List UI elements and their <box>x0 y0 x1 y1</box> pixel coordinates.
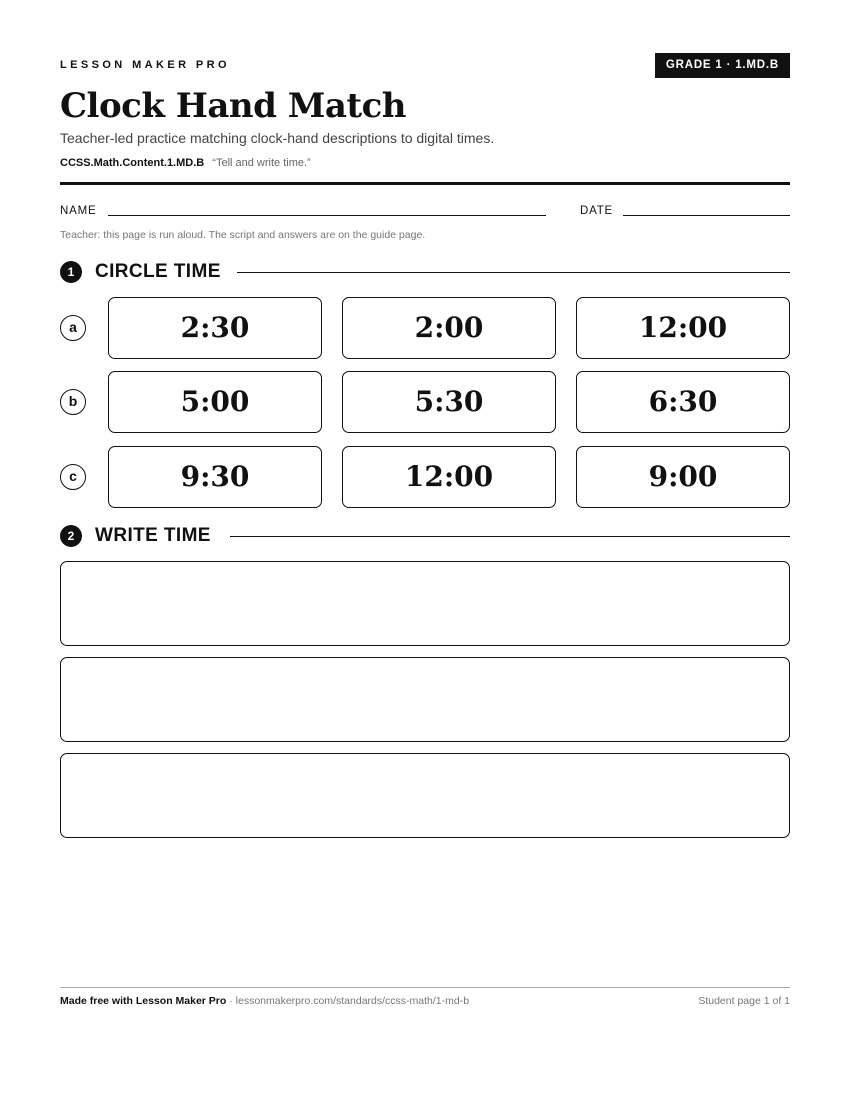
header-divider <box>60 182 790 185</box>
name-label: NAME <box>60 205 97 217</box>
standard-code: CCSS.Math.Content.1.MD.B <box>60 157 205 169</box>
standard-quote: “Tell and write time.” <box>212 157 311 169</box>
section-rule <box>230 536 790 537</box>
section-write-time-header <box>60 524 790 548</box>
section-title: WRITE TIME <box>95 525 211 546</box>
footer-credit <box>60 995 469 1007</box>
brand-name: LESSON MAKER PRO <box>60 59 230 71</box>
write-time-box-1[interactable] <box>60 561 790 646</box>
footer-divider <box>60 987 790 988</box>
section-number: 2 <box>60 525 82 547</box>
section-title: CIRCLE TIME <box>95 261 221 282</box>
write-time-box-2[interactable] <box>60 657 790 742</box>
grade-badge: GRADE 1 · 1.MD.B <box>655 53 790 78</box>
row-label: b <box>60 389 86 415</box>
circle-row-b <box>60 371 790 433</box>
teacher-note: Teacher: this page is run aloud. The script and answers are on the guide page. <box>60 229 426 241</box>
page-title: Clock Hand Match <box>60 86 407 126</box>
footer-url[interactable]: · lessonmakerpro.com/standards/ccss-math/1-md-b <box>226 995 470 1007</box>
footer-made-with: Made free with Lesson Maker Pro <box>60 995 227 1007</box>
name-field-line[interactable] <box>108 215 546 216</box>
section-circle-time-header <box>60 260 790 284</box>
time-option[interactable]: 9:00 <box>576 446 790 508</box>
standard-line <box>60 157 311 169</box>
section-rule <box>237 272 790 273</box>
write-time-box-3[interactable] <box>60 753 790 838</box>
footer-page-number: Student page 1 of 1 <box>698 995 790 1007</box>
date-field-line[interactable] <box>623 215 790 216</box>
circle-row-a <box>60 297 790 359</box>
time-option[interactable]: 2:00 <box>342 297 556 359</box>
time-option[interactable]: 6:30 <box>576 371 790 433</box>
time-option[interactable]: 12:00 <box>342 446 556 508</box>
circle-row-c <box>60 446 790 508</box>
row-label: c <box>60 464 86 490</box>
time-option[interactable]: 12:00 <box>576 297 790 359</box>
page-subtitle: Teacher-led practice matching clock-hand descriptions to digital times. <box>60 130 495 146</box>
section-number: 1 <box>60 261 82 283</box>
row-label: a <box>60 315 86 341</box>
time-option[interactable]: 9:30 <box>108 446 322 508</box>
date-label: DATE <box>580 205 614 217</box>
time-option[interactable]: 2:30 <box>108 297 322 359</box>
time-option[interactable]: 5:30 <box>342 371 556 433</box>
time-option[interactable]: 5:00 <box>108 371 322 433</box>
worksheet-page <box>60 0 790 1100</box>
